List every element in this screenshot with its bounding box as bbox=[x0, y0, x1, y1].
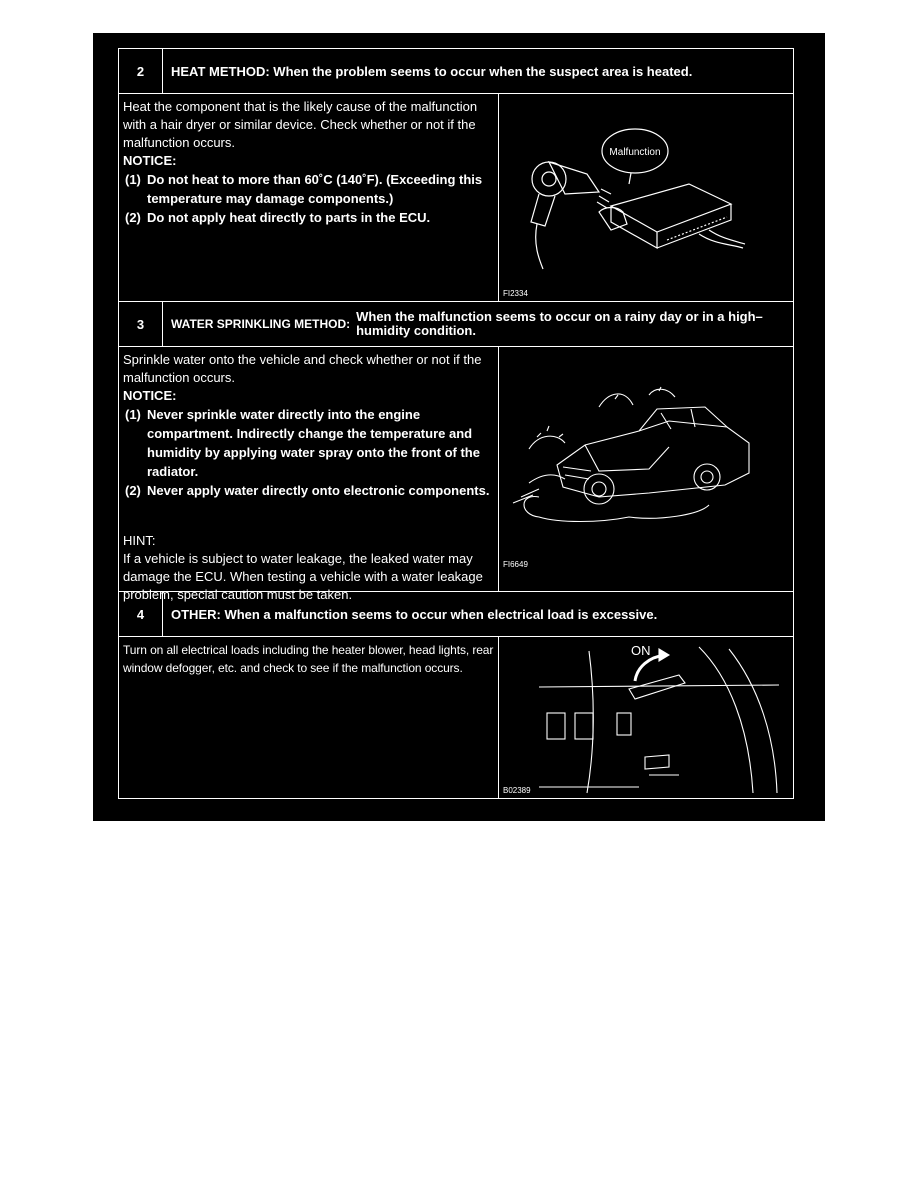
notice-item: (2) Do not apply heat directly to parts in the ECU. bbox=[125, 210, 431, 225]
step-title-text: When the malfunction seems to occur on a rainy day or in a high–humidity condition. bbox=[356, 309, 763, 338]
step-3-body bbox=[119, 347, 793, 602]
car-sprinkling-illustration bbox=[499, 347, 793, 590]
step-number: 2 bbox=[119, 49, 163, 93]
hint-text: If a vehicle is subject to water leakage, the leaked water may damage the ECU. When testing a vehicle with a water leakage problem, special caution must be taken. bbox=[123, 551, 483, 602]
step-number: 4 bbox=[119, 592, 163, 636]
callout-text: Malfunction bbox=[609, 147, 661, 158]
diagnosis-table bbox=[118, 48, 794, 799]
step-2-header bbox=[119, 49, 793, 94]
step-4-header bbox=[119, 592, 793, 637]
step-intro: Turn on all electrical loads including the heater blower, head lights, rear window defogger, etc. and check to see if the malfunction occurs. bbox=[123, 643, 494, 675]
water-figure bbox=[498, 347, 793, 591]
notice-list bbox=[123, 405, 498, 500]
electrical-load-figure bbox=[498, 637, 793, 798]
figure-id: B02389 bbox=[503, 786, 531, 795]
heat-figure bbox=[498, 94, 793, 301]
notice-label: NOTICE: bbox=[123, 388, 177, 403]
step-2-text bbox=[123, 98, 498, 227]
hint-label: HINT: bbox=[123, 533, 156, 548]
step-intro: Heat the component that is the likely cause of the malfunction with a hair dryer or similar device. Check whether or not if the malfunction occurs. bbox=[123, 99, 478, 150]
dashboard-switch-icon bbox=[539, 647, 779, 793]
step-3-text bbox=[123, 351, 498, 604]
step-title: HEAT METHOD: When the problem seems to occur when the suspect area is heated. bbox=[171, 63, 693, 79]
water-spray-icon bbox=[513, 387, 709, 522]
on-label: ON bbox=[631, 643, 651, 658]
step-title bbox=[171, 302, 787, 346]
step-4-text bbox=[123, 641, 498, 677]
car-icon bbox=[557, 407, 749, 504]
step-2-body bbox=[119, 94, 793, 302]
hair-dryer-icon bbox=[531, 162, 611, 269]
notice-label: NOTICE: bbox=[123, 153, 177, 168]
notice-item: (2) Never apply water directly onto electronic components. bbox=[125, 483, 490, 498]
step-title-label: WATER SPRINKLING METHOD: bbox=[171, 317, 351, 331]
step-3-header bbox=[119, 302, 793, 347]
step-4-body bbox=[119, 637, 793, 798]
ecu-icon bbox=[611, 184, 745, 248]
hair-dryer-ecu-illustration bbox=[499, 94, 793, 300]
step-number: 3 bbox=[119, 302, 163, 346]
step-title: OTHER: When a malfunction seems to occur when electrical load is excessive. bbox=[171, 606, 658, 622]
step-intro: Sprinkle water onto the vehicle and check whether or not if the malfunction occurs. bbox=[123, 352, 482, 385]
dashboard-illustration bbox=[499, 637, 793, 796]
notice-list bbox=[123, 170, 498, 227]
figure-id: FI2334 bbox=[503, 289, 528, 298]
notice-item: (1) Do not heat to more than 60˚C (140˚F). (Exceeding this temperature may damage components.) bbox=[125, 172, 483, 206]
figure-id: FI6649 bbox=[503, 560, 528, 569]
notice-item: (1) Never sprinkle water directly into the engine compartment. Indirectly change the temperature and humidity by applying water spray onto the front of the radiator. bbox=[125, 407, 480, 479]
